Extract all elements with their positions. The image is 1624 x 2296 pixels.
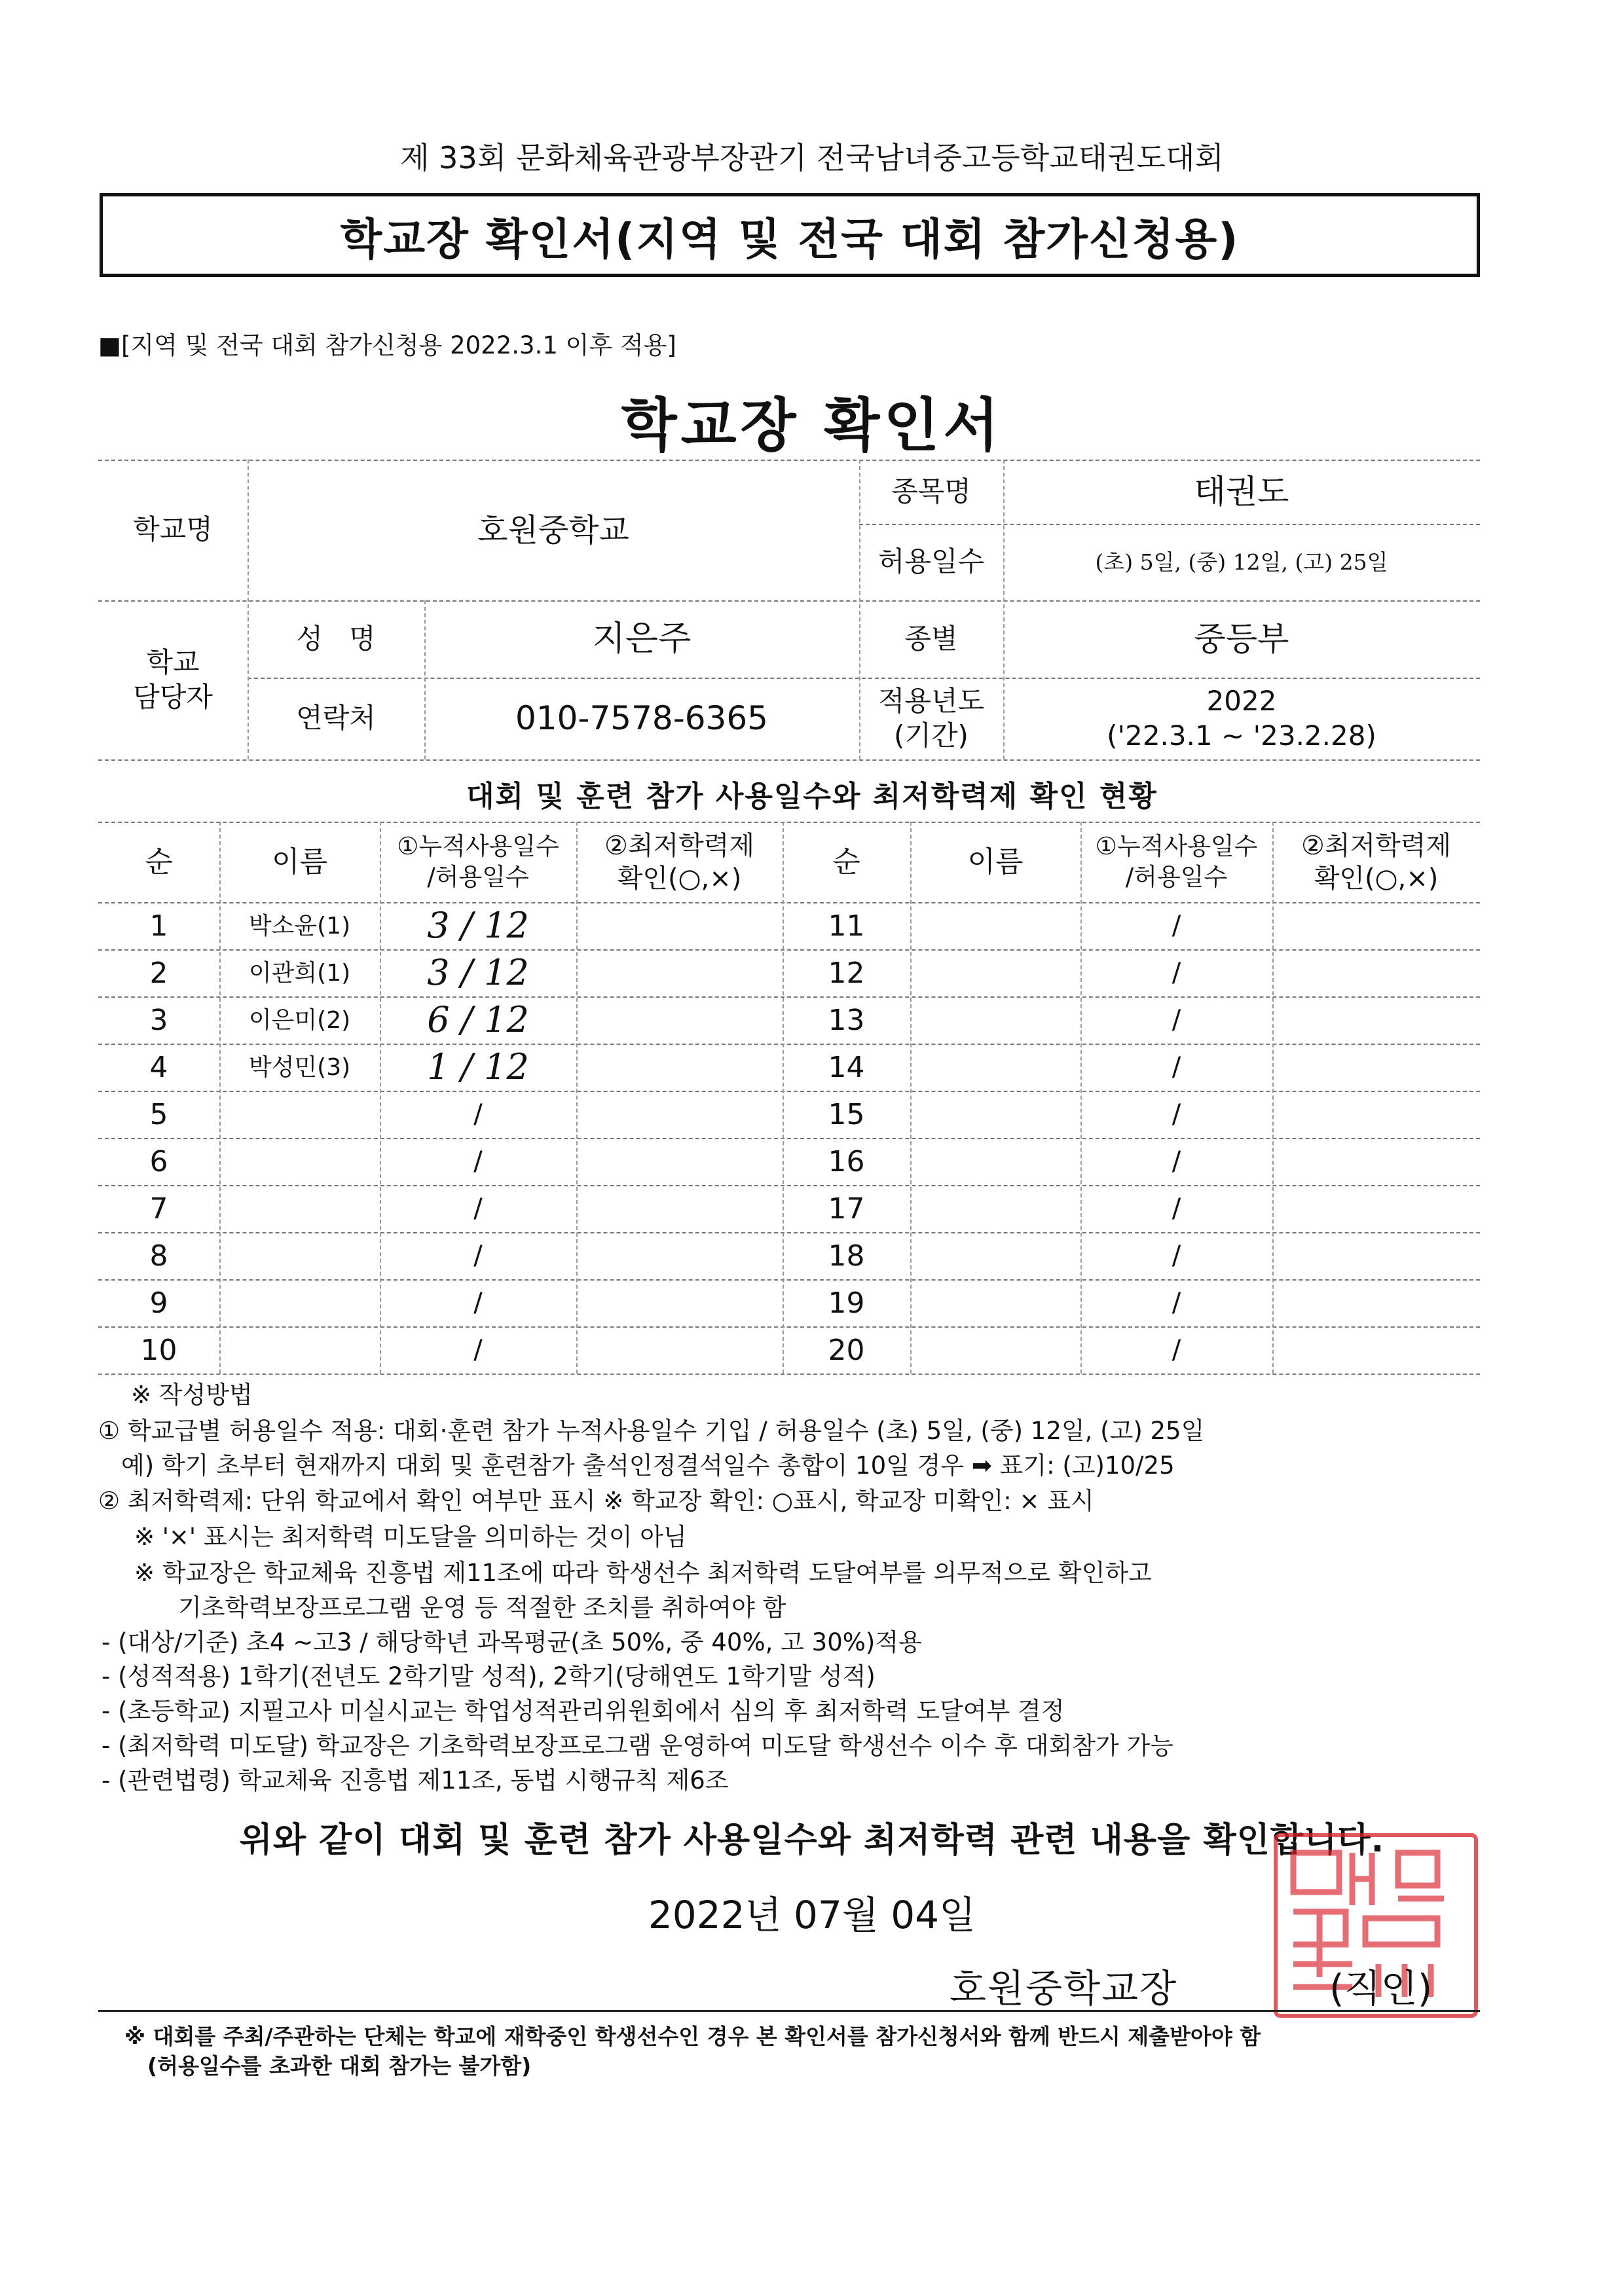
manager-label-line2: 담당자 xyxy=(133,680,213,713)
table-cell-right-days: / xyxy=(1172,1288,1181,1318)
instructions-line-2: 예) 학기 초부터 현재까지 대회 및 훈련참가 출석인정결석일수 총합이 10일 경우 ➡ 표기: (고)10/25 xyxy=(121,1451,1175,1480)
table-cell-left-days: 1 / 12 xyxy=(427,1046,529,1088)
table-cell-right-days: / xyxy=(1172,911,1181,941)
table-cell-right-name xyxy=(910,996,1080,1044)
table-cell-left-no: 4 xyxy=(149,1050,168,1084)
notice-text: ■[지역 및 전국 대회 참가신청용 2022.3.1 이후 적용] xyxy=(98,331,676,359)
title-box xyxy=(100,193,1480,277)
event-label: 종목명 xyxy=(891,475,971,507)
table-cell-right-name xyxy=(910,1279,1080,1326)
table-cell-right-name xyxy=(910,1232,1080,1279)
col-name-left: 이름 xyxy=(271,845,327,879)
table-cell-right-no: 14 xyxy=(828,1050,865,1084)
table-cell-left-no: 1 xyxy=(149,909,168,943)
instructions-line-4: ※ '×' 표시는 최저학력 미도달을 의미하는 것이 아님 xyxy=(134,1523,687,1551)
table-cell-left-days: 3 / 12 xyxy=(427,905,529,947)
table-cell-right-no: 18 xyxy=(828,1239,865,1273)
year-value-line2: ('22.3.1 ~ '23.2.28) xyxy=(1107,719,1376,752)
table-cell-left-days: 3 / 12 xyxy=(427,952,529,994)
contact-value: 010-7578-6365 xyxy=(515,699,768,738)
footer-line-2: (허용일수를 초과한 대회 참가는 불가함) xyxy=(147,2053,532,2079)
instructions-line-1: ① 학교급별 허용일수 적용: 대회·훈련 참가 누적사용일수 기입 / 허용일수 (초) 5일, (중) 12일, (고) 25일 xyxy=(98,1417,1205,1445)
year-label-line1: 적용년도 xyxy=(877,685,985,717)
table-cell-left-name: 박성민(3) xyxy=(248,1053,351,1081)
table-cell-left-name: 이은미(2) xyxy=(248,1006,351,1034)
status-title: 대회 및 훈련 참가 사용일수와 최저학력제 확인 현황 xyxy=(466,780,1158,813)
name-label: 성 명 xyxy=(296,622,376,655)
contact-label: 연락처 xyxy=(296,702,376,735)
col-min-left-line1: ②최저학력제 xyxy=(604,830,755,861)
instructions-line-11: - (관련법령) 학교체육 진흥법 제11조, 동법 시행규칙 제6조 xyxy=(101,1766,729,1795)
table-cell-left-min xyxy=(576,1138,783,1185)
table-cell-left-min xyxy=(576,1232,783,1279)
table-cell-right-min xyxy=(1272,1091,1480,1138)
instructions-line-9: - (초등학교) 지필고사 미실시교는 학업성적관리위원회에서 심의 후 최저학력 도달여부 결정 xyxy=(101,1697,1065,1725)
year-label-line2: (기간) xyxy=(894,719,969,752)
table-cell-right-name xyxy=(910,1326,1080,1374)
category-value: 중등부 xyxy=(1194,619,1289,658)
table-cell-left-no: 6 xyxy=(149,1144,168,1178)
col-days-left xyxy=(380,822,576,902)
table-cell-right-days: / xyxy=(1172,1194,1181,1224)
table-cell-left-name xyxy=(219,1232,380,1279)
col-name-right: 이름 xyxy=(967,845,1024,879)
table-cell-right-name xyxy=(910,902,1080,949)
table-cell-left-no: 5 xyxy=(149,1097,168,1131)
table-cell-right-name xyxy=(910,1091,1080,1138)
table-cell-right-min xyxy=(1272,1044,1480,1091)
table-cell-left-days: / xyxy=(473,1288,483,1318)
table-cell-right-no: 19 xyxy=(828,1286,865,1320)
instructions-line-8: - (성적적용) 1학기(전년도 2학기말 성적), 2학기(당해연도 1학기말 성적) xyxy=(101,1662,876,1690)
table-cell-left-min xyxy=(576,1326,783,1374)
instructions-line-5: ※ 학교장은 학교체육 진흥법 제11조에 따라 학생선수 최저학력 도달여부를 의무적으로 확인하고 xyxy=(134,1559,1152,1587)
principal-name: 호원중학교장 xyxy=(950,1966,1178,2011)
table-cell-left-min xyxy=(576,1091,783,1138)
table-cell-left-min xyxy=(576,1185,783,1232)
col-days-right xyxy=(1080,822,1272,902)
instructions-line-7: - (대상/기준) 초4 ~고3 / 해당학년 과목평균(초 50%, 중 40%, 고 30%)적용 xyxy=(101,1628,922,1656)
table-cell-left-no: 7 xyxy=(149,1192,168,1226)
table-cell-right-days: / xyxy=(1172,1099,1181,1129)
table-cell-right-min xyxy=(1272,996,1480,1044)
table-cell-left-days: / xyxy=(473,1335,483,1365)
instructions-heading: ※ 작성방법 xyxy=(131,1381,253,1409)
seal-label: (직인) xyxy=(1329,1966,1433,2011)
col-days-left-line2: /허용일수 xyxy=(427,862,529,891)
table-cell-left-name: 이관희(1) xyxy=(248,959,351,987)
table-cell-right-min xyxy=(1272,902,1480,949)
table-cell-right-days: / xyxy=(1172,1052,1181,1082)
table-cell-right-name xyxy=(910,1185,1080,1232)
instructions-line-10: - (최저학력 미도달) 학교장은 기초학력보장프로그램 운영하여 미도달 학생선수 이수 후 대회참가 가능 xyxy=(101,1732,1174,1760)
footer-line-1: ※ 대회를 주최/주관하는 단체는 학교에 재학중인 학생선수인 경우 본 확인서를 참가신청서와 함께 반드시 제출받아야 함 xyxy=(124,2024,1261,2049)
table-cell-right-min xyxy=(1272,1138,1480,1185)
competition-title: 제 33회 문화체육관광부장관기 전국남녀중고등학교태권도대회 xyxy=(400,140,1224,175)
manager-label-line1: 학교 xyxy=(146,646,200,678)
col-min-right-line2: 확인(○,×) xyxy=(1314,863,1439,894)
table-cell-left-days: 6 / 12 xyxy=(427,999,529,1041)
table-cell-left-min xyxy=(576,902,783,949)
year-value-line1: 2022 xyxy=(1206,685,1277,717)
allowed-days-value: (초) 5일, (중) 12일, (고) 25일 xyxy=(1095,549,1388,575)
table-cell-left-name xyxy=(219,1091,380,1138)
table-cell-left-days: / xyxy=(473,1241,483,1271)
table-cell-right-no: 13 xyxy=(828,1003,865,1037)
table-cell-right-days: / xyxy=(1172,1241,1181,1271)
category-label: 종별 xyxy=(904,622,958,655)
year-value xyxy=(1003,678,1480,759)
table-cell-left-min xyxy=(576,996,783,1044)
table-cell-left-name xyxy=(219,1326,380,1374)
instructions-line-3: ② 최저학력제: 단위 학교에서 확인 여부만 표시 ※ 학교장 확인: ○표시, 학교장 미확인: × 표시 xyxy=(98,1487,1094,1515)
table-cell-right-days: / xyxy=(1172,1146,1181,1176)
table-cell-right-name xyxy=(910,1044,1080,1091)
allowed-days-label: 허용일수 xyxy=(877,545,985,578)
col-min-left-line2: 확인(○,×) xyxy=(617,863,742,894)
table-cell-left-no: 2 xyxy=(149,956,168,990)
col-no-right: 순 xyxy=(832,845,860,879)
col-days-right-line1: ①누적사용일수 xyxy=(1095,832,1258,861)
table-cell-right-name xyxy=(910,949,1080,996)
col-days-right-line2: /허용일수 xyxy=(1125,862,1228,891)
form-title: 학교장 확인서 xyxy=(621,392,1003,459)
table-cell-left-no: 9 xyxy=(149,1286,168,1320)
table-cell-right-no: 12 xyxy=(828,956,865,990)
table-cell-left-name: 박소윤(1) xyxy=(248,912,351,939)
school-label: 학교명 xyxy=(133,513,213,546)
table-cell-right-min xyxy=(1272,1232,1480,1279)
table-cell-right-days: / xyxy=(1172,958,1181,988)
table-cell-left-name xyxy=(219,1279,380,1326)
col-min-right xyxy=(1272,822,1480,902)
col-days-left-line1: ①누적사용일수 xyxy=(397,832,559,861)
table-cell-right-min xyxy=(1272,1279,1480,1326)
col-min-left xyxy=(576,822,783,902)
name-value: 지은주 xyxy=(592,619,692,659)
confirmation-statement: 위와 같이 대회 및 훈련 참가 사용일수와 최저학력 관련 내용을 확인합니다. xyxy=(239,1821,1385,1860)
table-cell-left-no: 3 xyxy=(149,1003,168,1037)
table-cell-right-no: 15 xyxy=(828,1097,865,1131)
table-cell-left-name xyxy=(219,1138,380,1185)
table-cell-left-min xyxy=(576,949,783,996)
table-cell-right-min xyxy=(1272,949,1480,996)
event-value: 태권도 xyxy=(1194,472,1289,511)
school-name: 호원중학교 xyxy=(477,511,629,549)
table-cell-left-min xyxy=(576,1044,783,1091)
table-cell-right-no: 11 xyxy=(828,909,865,943)
manager-label xyxy=(98,600,248,759)
table-cell-left-days: / xyxy=(473,1146,483,1176)
year-label xyxy=(859,678,1003,759)
table-cell-left-no: 10 xyxy=(140,1333,177,1367)
table-cell-left-no: 8 xyxy=(149,1239,168,1273)
table-cell-right-min xyxy=(1272,1185,1480,1232)
table-cell-right-no: 20 xyxy=(828,1333,865,1367)
table-cell-right-no: 17 xyxy=(828,1192,865,1226)
table-cell-left-days: / xyxy=(473,1099,483,1129)
table-cell-right-days: / xyxy=(1172,1005,1181,1035)
table-cell-left-days: / xyxy=(473,1194,483,1224)
table-cell-right-days: / xyxy=(1172,1335,1181,1365)
table-cell-right-min xyxy=(1272,1326,1480,1374)
table-cell-left-name xyxy=(219,1185,380,1232)
col-no-left: 순 xyxy=(145,845,173,879)
instructions-line-6: 기초학력보장프로그램 운영 등 적절한 조치를 취하여야 함 xyxy=(178,1594,786,1622)
confirmation-date: 2022년 07월 04일 xyxy=(648,1893,976,1937)
title-box-text: 학교장 확인서(지역 및 전국 대회 참가신청용) xyxy=(340,213,1240,264)
table-cell-right-name xyxy=(910,1138,1080,1185)
table-cell-right-no: 16 xyxy=(828,1144,865,1178)
table-cell-left-min xyxy=(576,1279,783,1326)
col-min-right-line1: ②최저학력제 xyxy=(1301,830,1452,861)
